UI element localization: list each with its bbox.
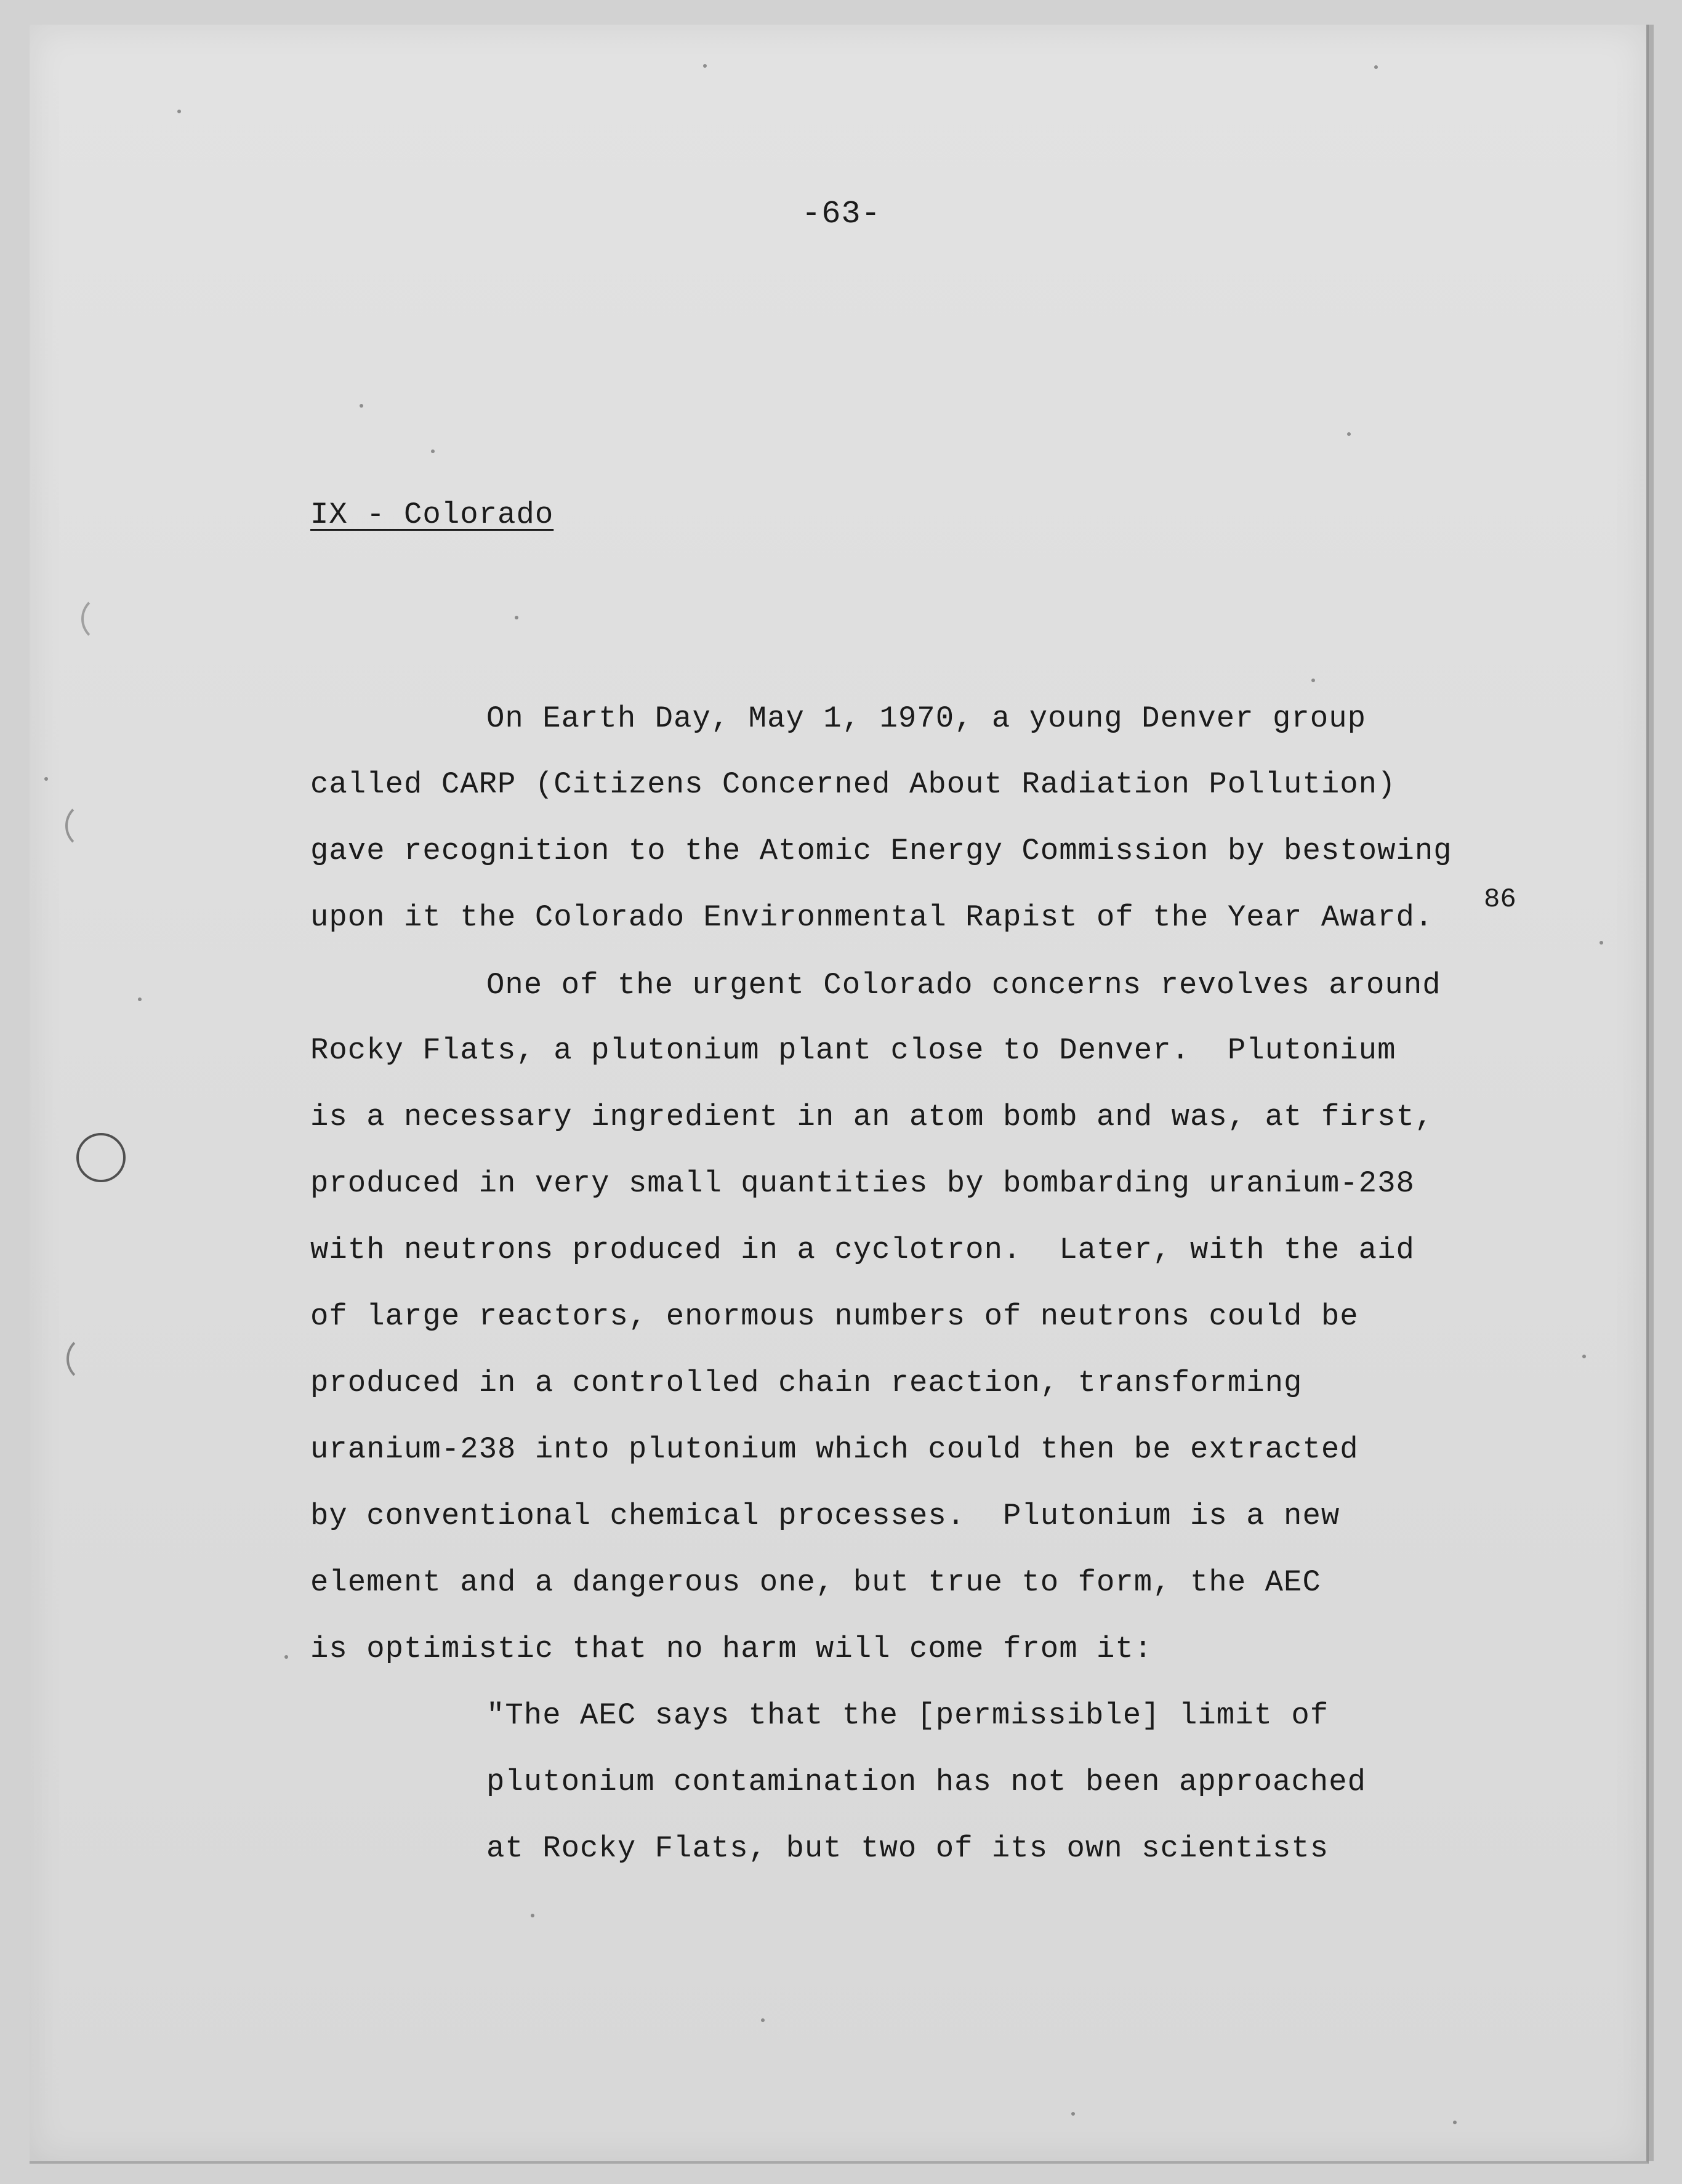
body-line: produced in a controlled chain reaction, transforming [310,1366,1303,1400]
scan-speck [44,777,48,781]
scan-speck [1453,2121,1457,2124]
body-line: called CARP (Citizens Concerned About Radiation Pollution) [310,767,1396,802]
quote-line: plutonium contamination has not been approached [486,1765,1367,1799]
scan-speck [515,616,518,619]
body-line: One of the urgent Colorado concerns revolves around [486,968,1441,1002]
body-line: Rocky Flats, a plutonium plant close to Denver. Plutonium [310,1033,1396,1068]
scan-speck [1374,65,1378,69]
section-heading: IX - Colorado [310,498,554,532]
binder-hole-mark [66,1335,115,1383]
scan-speck [1347,432,1351,436]
scan-speck [531,1914,534,1917]
scan-speck [138,997,142,1001]
body-line: with neutrons produced in a cyclotron. Later, with the aid [310,1233,1415,1267]
body-line: upon it the Colorado Environmental Rapist of the Year Award. [310,900,1434,935]
scan-speck [1071,2112,1075,2116]
scan-speck [703,64,707,68]
body-line: of large reactors, enormous numbers of neutrons could be [310,1299,1359,1334]
scan-speck [431,449,435,453]
body-line: by conventional chemical processes. Plutonium is a new [310,1499,1340,1533]
body-line: is optimistic that no harm will come from it: [310,1632,1153,1666]
scan-speck [284,1655,288,1659]
scan-speck [360,404,363,408]
scan-speck [1311,679,1315,682]
quote-line: at Rocky Flats, but two of its own scientists [486,1831,1329,1866]
binder-hole-mark [65,802,113,850]
page-edge-shadow [1648,25,1654,2161]
scan-speck [177,110,181,113]
scan-speck [1582,1355,1586,1358]
scan-speck [761,2018,765,2022]
body-line: gave recognition to the Atomic Energy Commission by bestowing [310,834,1452,868]
binder-hole-mark [81,595,129,643]
body-line: element and a dangerous one, but true to form, the AEC [310,1565,1321,1600]
body-line: produced in very small quantities by bombarding uranium-238 [310,1166,1415,1201]
binder-hole [76,1133,126,1182]
body-line: On Earth Day, May 1, 1970, a young Denver group [486,701,1367,736]
page-number: -63- [802,196,881,232]
quote-line: "The AEC says that the [permissible] limit of [486,1698,1329,1733]
body-line: uranium-238 into plutonium which could then be extracted [310,1432,1359,1467]
body-line: is a necessary ingredient in an atom bomb and was, at first, [310,1100,1434,1134]
footnote-reference: 86 [1484,884,1516,915]
scan-speck [1600,941,1603,945]
